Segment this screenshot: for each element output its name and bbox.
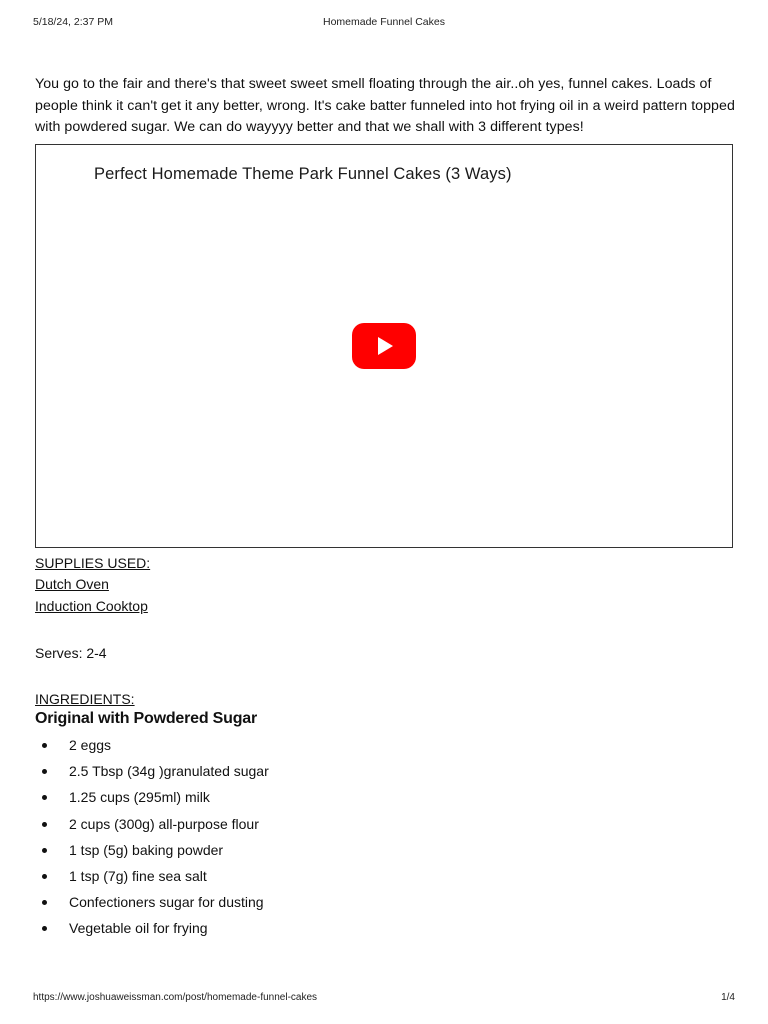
ingredient-text: Confectioners sugar for dusting <box>69 894 264 911</box>
supplies-section <box>35 553 735 618</box>
ingredients-list <box>35 732 735 942</box>
print-header <box>33 16 735 32</box>
print-datetime: 5/18/24, 2:37 PM <box>33 16 113 28</box>
ingredient-text: 2 eggs <box>69 737 112 753</box>
ingredient-text: 1 tsp (5g) baking powder <box>69 841 224 858</box>
bullet-icon <box>42 743 47 748</box>
supply-link-induction-cooktop[interactable]: Induction Cooktop <box>35 597 148 614</box>
list-item <box>35 863 735 889</box>
youtube-play-icon[interactable] <box>352 323 416 369</box>
ingredient-text: 1 tsp (7g) fine sea salt <box>69 868 207 885</box>
bullet-icon <box>42 900 47 905</box>
list-item <box>35 784 735 810</box>
ingredients-subheading: Original with Powdered Sugar <box>35 710 257 727</box>
list-item <box>35 889 735 915</box>
print-url: https://www.joshuaweissman.com/post/homemade-funnel-cakes <box>33 992 318 1003</box>
list-item <box>35 758 735 784</box>
list-item <box>35 837 735 863</box>
supplies-heading: SUPPLIES USED: <box>35 554 151 571</box>
ingredients-heading: INGREDIENTS: <box>35 691 135 707</box>
list-item <box>35 732 735 758</box>
list-item <box>35 811 735 837</box>
serves-text: Serves: 2-4 <box>35 645 107 661</box>
article-content <box>35 74 735 942</box>
ingredient-text: 1.25 cups (295ml) milk <box>69 789 210 806</box>
bullet-icon <box>42 795 47 800</box>
ingredient-text: Vegetable oil for frying <box>69 920 208 937</box>
bullet-icon <box>42 822 47 827</box>
play-triangle-icon <box>378 337 393 355</box>
bullet-icon <box>42 874 47 879</box>
ingredient-text: 2.5 Tbsp (34g )granulated sugar <box>69 763 269 780</box>
bullet-icon <box>42 848 47 853</box>
video-embed[interactable] <box>35 144 733 548</box>
bullet-icon <box>42 926 47 931</box>
print-footer <box>33 992 735 1006</box>
print-page-title: Homemade Funnel Cakes <box>323 16 445 28</box>
bullet-icon <box>42 769 47 774</box>
ingredient-text: 2 cups (300g) all-purpose flour <box>69 815 259 832</box>
supply-link-dutch-oven[interactable]: Dutch Oven <box>35 576 109 592</box>
video-title[interactable]: Perfect Homemade Theme Park Funnel Cakes (3 Ways) <box>94 164 512 183</box>
intro-paragraph: You go to the fair and there's that sweet sweet smell floating through the air..oh yes, funnel cakes. Loads of people think it can't get it any better, wrong. It's cake batter funneled into hot frying oil in a weird pattern topped with powdered sugar. We can do wayyyy better and that we shall with 3 different types! <box>35 76 735 135</box>
page-number: 1/4 <box>721 992 735 1003</box>
list-item <box>35 915 735 941</box>
